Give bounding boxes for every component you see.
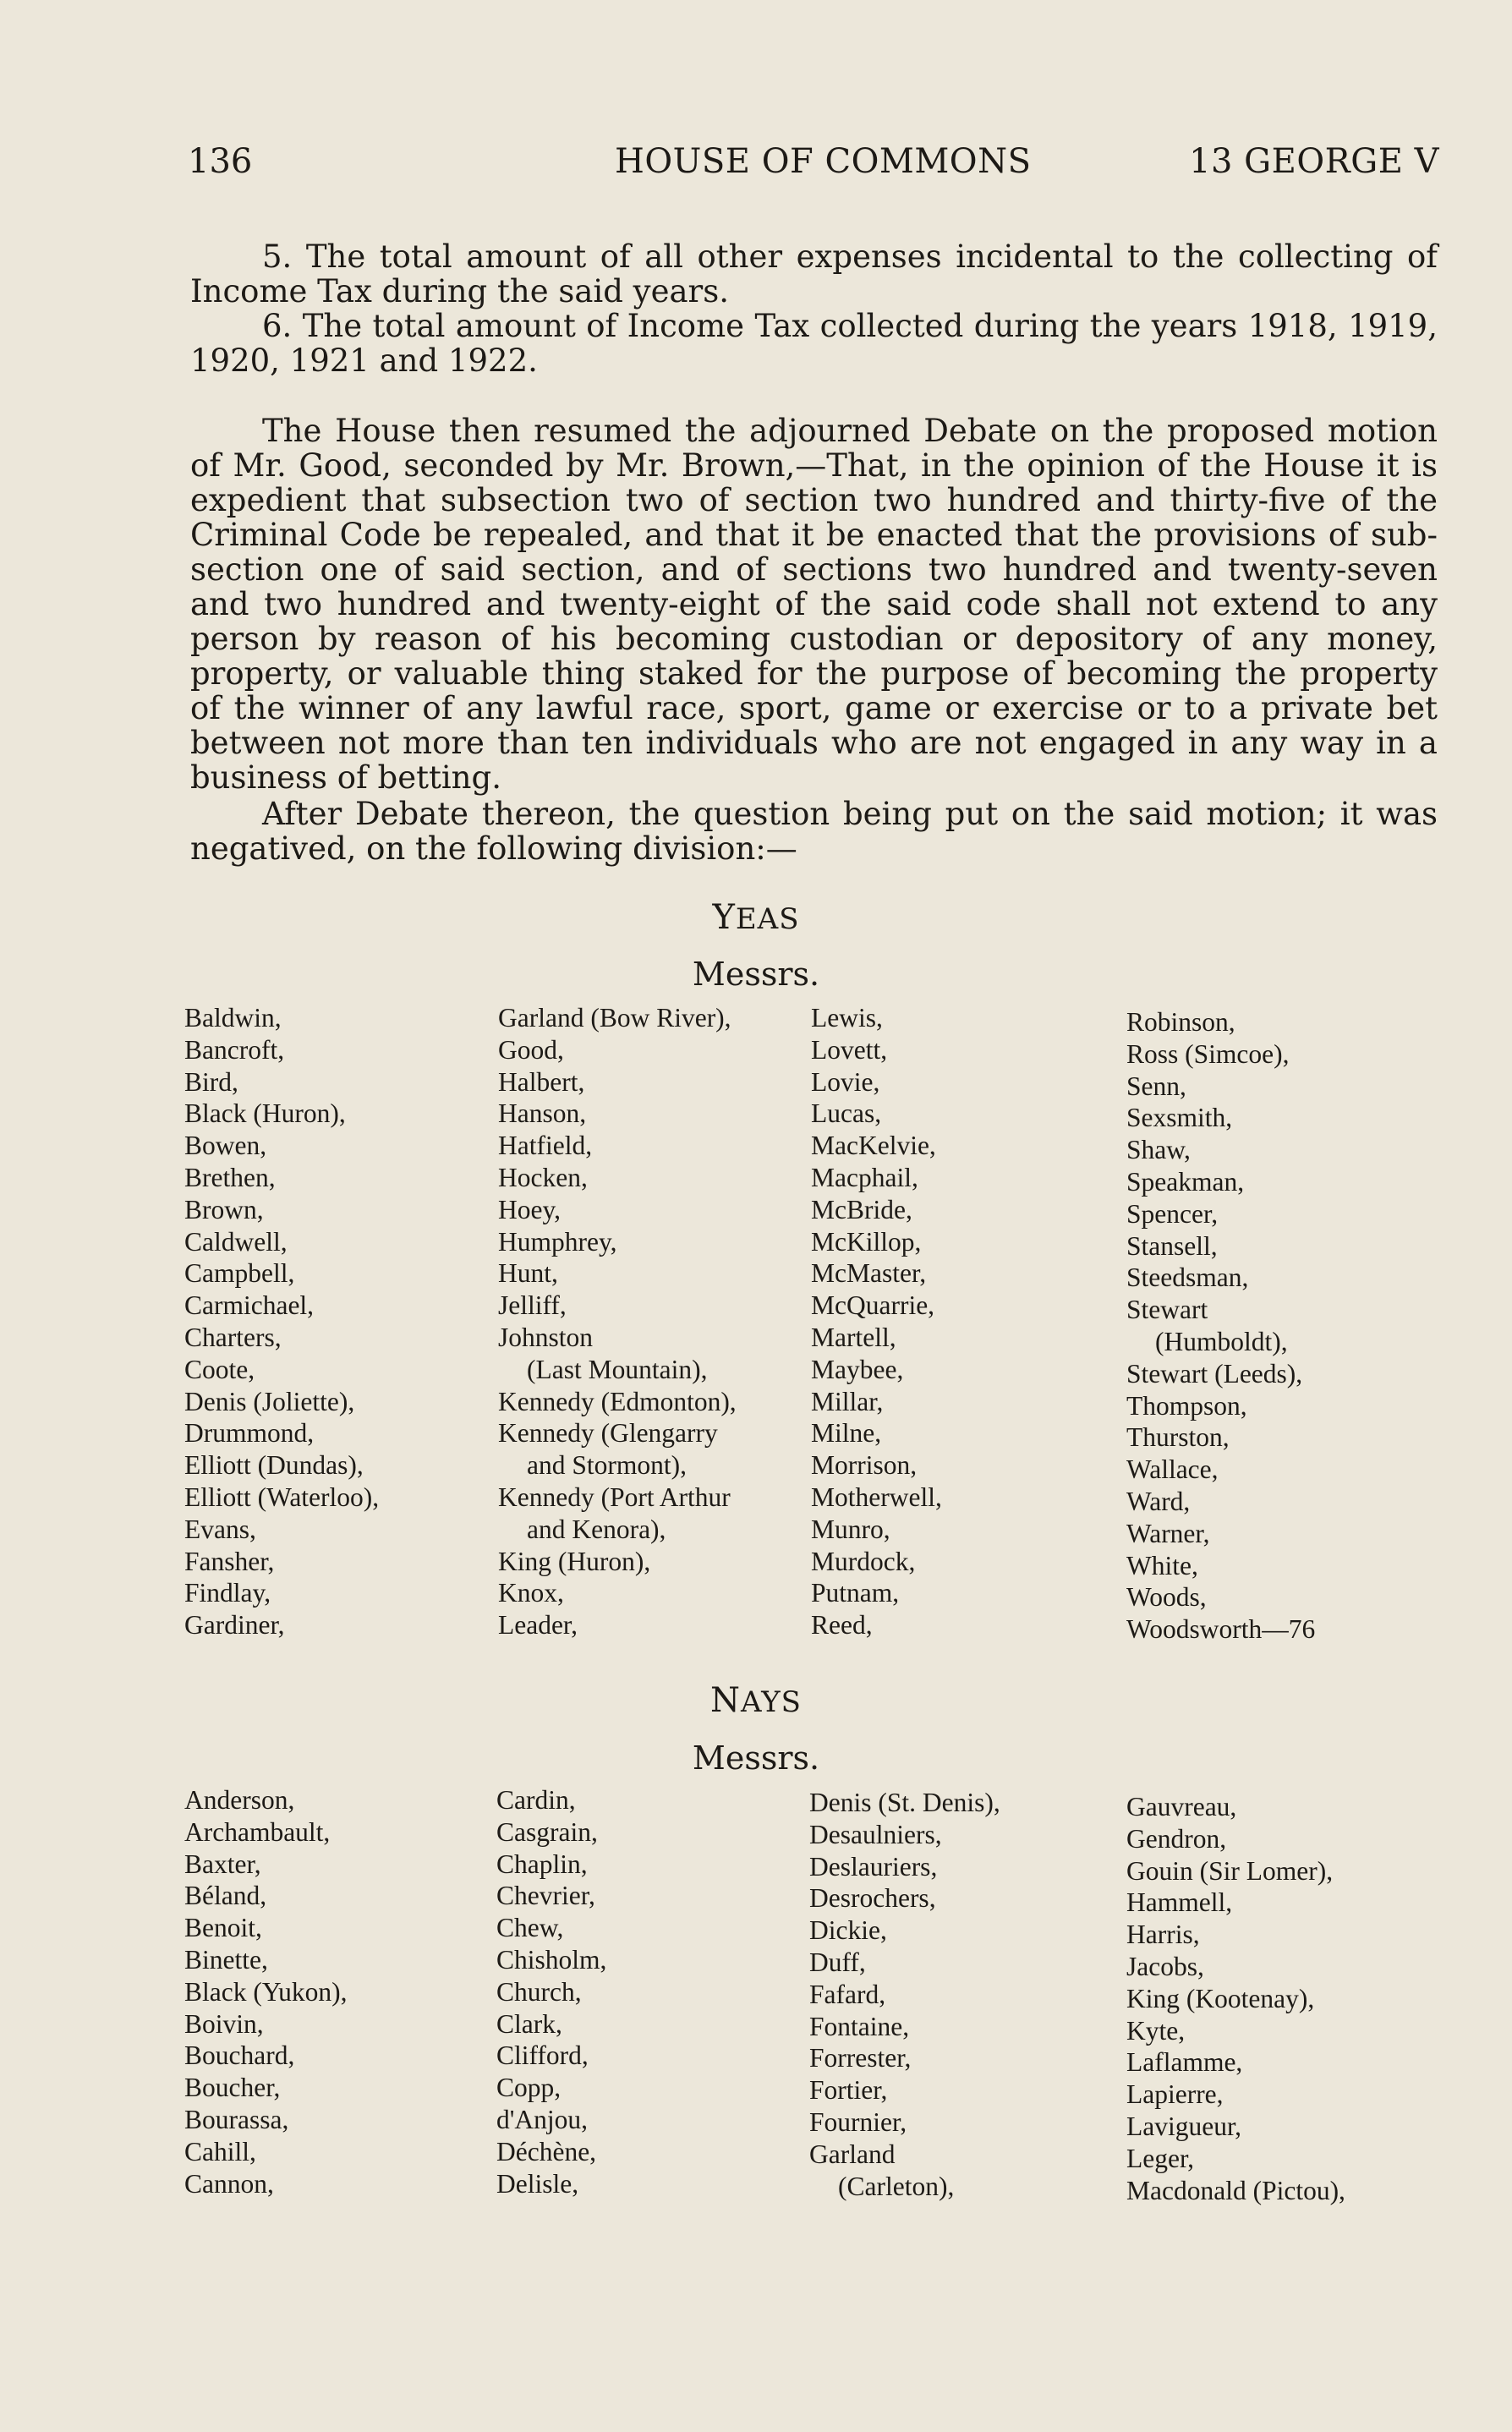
member-name: Clark, — [496, 2008, 562, 2039]
member-name: Gouin (Sir Lomer), — [1126, 1855, 1334, 1886]
member-name: Cannon, — [184, 2168, 274, 2199]
member-name: Elliott (Waterloo), — [184, 1482, 380, 1512]
nays-column-1 — [184, 1784, 497, 2199]
member-name: Brown, — [184, 1194, 264, 1224]
member-name: Thompson, — [1126, 1390, 1247, 1421]
list-items — [190, 239, 1438, 378]
member-name: Chew, — [496, 1913, 564, 1943]
member-name: Robinson, — [1126, 1007, 1235, 1037]
member-name: Benoit, — [184, 1913, 262, 1943]
member-name: Gardiner, — [184, 1610, 285, 1641]
member-name: Black (Huron), — [184, 1098, 346, 1129]
member-name: Knox, — [498, 1578, 564, 1608]
yeas-column-2 — [498, 1002, 811, 1641]
member-name: Johnston — [498, 1322, 594, 1352]
member-name: Hocken, — [498, 1162, 588, 1192]
running-header — [188, 142, 1439, 193]
member-name: Delisle, — [496, 2168, 579, 2199]
member-name: Hammell, — [1126, 1887, 1233, 1918]
member-name: Spencer, — [1126, 1198, 1219, 1229]
member-name: Desaulniers, — [809, 1819, 942, 1849]
member-name: Ward, — [1126, 1486, 1191, 1516]
member-name: Hatfield, — [498, 1131, 593, 1161]
member-name: Boucher, — [184, 2073, 281, 2103]
member-name: Lavigueur, — [1126, 2111, 1242, 2141]
member-name: Casgrain, — [496, 1816, 598, 1847]
member-name: Warner, — [1126, 1518, 1210, 1548]
member-name: Hoey, — [498, 1194, 562, 1224]
member-name: Kennedy (Edmonton), — [498, 1386, 737, 1416]
member-name: Caldwell, — [184, 1226, 288, 1257]
member-name: Woodsworth—76 — [1126, 1614, 1316, 1645]
member-name: Gendron, — [1126, 1823, 1227, 1854]
header-title: HOUSE OF COMMONS — [615, 142, 1032, 181]
division-block — [190, 797, 1438, 866]
member-name: Bancroft, — [184, 1034, 285, 1065]
member-name: Coote, — [184, 1354, 255, 1384]
member-name: Kennedy (Port Arthur — [498, 1482, 731, 1512]
member-name: Maybee, — [811, 1354, 904, 1384]
member-name: Bouchard, — [184, 2040, 295, 2071]
member-name: and Kenora), — [527, 1514, 666, 1544]
member-name: Chaplin, — [496, 1849, 588, 1879]
member-name: Sexsmith, — [1126, 1103, 1233, 1133]
header-reign: 13 GEORGE V — [1189, 142, 1439, 181]
nays-column-3 — [809, 1787, 1122, 2202]
member-name: Chisholm, — [496, 1944, 607, 1975]
debate-paragraph: The House then resumed the adjourned Debate on the proposed motion of Mr. Good, seconded by Mr. Brown,—That, in the opinion of the House it is expedient that subsection two of section two hundred and thirty-five of the Criminal Code be repealed, and that it be enacted that the provisions of sub-section one of said section, and of sections two hundred and twenty-seven and two hundred and twenty-eight of the said code shall not extend to any person by reason of his becoming custodian or depository of any money, property, or valuable thing staked for the purpose of becoming the property of the winner of any lawful race, sport, game or exercise or to a private bet between not more than ten individuals who are not engaged in any way in a business of betting. — [190, 413, 1438, 796]
member-name: Millar, — [811, 1386, 884, 1416]
member-name: Good, — [498, 1034, 564, 1065]
member-name: Stewart — [1126, 1295, 1208, 1325]
member-name: Evans, — [184, 1514, 256, 1544]
member-name: Harris, — [1126, 1920, 1200, 1950]
member-name: Humphrey, — [498, 1226, 617, 1257]
yeas-heading: YEAS — [712, 898, 800, 937]
member-name: Stansell, — [1126, 1230, 1218, 1261]
member-name: Clifford, — [496, 2040, 589, 2071]
division-paragraph: After Debate thereon, the question being put on the said motion; it was negatived, on the following division:— — [190, 796, 1438, 867]
member-name: Fortier, — [809, 2075, 888, 2106]
member-name: Steedsman, — [1126, 1263, 1249, 1293]
yeas-column-3 — [811, 1002, 1124, 1641]
page-number: 136 — [188, 142, 253, 181]
member-name: Jacobs, — [1126, 1951, 1204, 1981]
member-name: Boivin, — [184, 2008, 264, 2039]
member-name: Forrester, — [809, 2043, 912, 2073]
member-name: Chevrier, — [496, 1881, 595, 1911]
member-name: Binette, — [184, 1944, 268, 1975]
yeas-messrs-label: Messrs. — [692, 956, 820, 993]
member-name: (Humboldt), — [1155, 1326, 1288, 1356]
member-name: Cahill, — [184, 2136, 256, 2166]
member-name: Martell, — [811, 1322, 896, 1352]
member-name: Lapierre, — [1126, 2079, 1224, 2110]
member-name: Speakman, — [1126, 1166, 1245, 1197]
member-name: (Carleton), — [838, 2171, 955, 2201]
member-name: Reed, — [811, 1610, 873, 1641]
member-name: McQuarrie, — [811, 1290, 935, 1321]
member-name: Woods, — [1126, 1582, 1207, 1613]
member-name: Baldwin, — [184, 1003, 282, 1033]
nays-column-2 — [496, 1784, 809, 2199]
member-name: Leger, — [1126, 2143, 1195, 2173]
item-6-paragraph: 6. The total amount of Income Tax collected during the years 1918, 1919, 1920, 1921 and 1922. — [190, 308, 1438, 379]
member-name: Halbert, — [498, 1066, 585, 1097]
member-name: Fafard, — [809, 1979, 886, 2009]
member-name: Church, — [496, 1976, 582, 2007]
member-name: Kyte, — [1126, 2015, 1186, 2046]
member-name: Wallace, — [1126, 1454, 1219, 1485]
member-name: Hanson, — [498, 1098, 587, 1129]
member-name: Motherwell, — [811, 1482, 942, 1512]
member-name: Black (Yukon), — [184, 1976, 348, 2007]
member-name: McBride, — [811, 1194, 912, 1224]
member-name: White, — [1126, 1550, 1198, 1580]
debate-block — [190, 414, 1438, 795]
member-name: Fontaine, — [809, 2011, 910, 2041]
member-name: Garland (Bow River), — [498, 1003, 731, 1033]
yeas-column-4 — [1126, 1006, 1439, 1646]
member-name: Déchène, — [496, 2136, 597, 2166]
member-name: Bourassa, — [184, 2104, 289, 2134]
member-name: Milne, — [811, 1418, 882, 1449]
member-name: Hunt, — [498, 1258, 558, 1289]
member-name: Charters, — [184, 1322, 282, 1352]
nays-heading: NAYS — [710, 1681, 802, 1720]
member-name: Elliott (Dundas), — [184, 1450, 364, 1481]
member-name: Macphail, — [811, 1162, 918, 1192]
member-name: Dickie, — [809, 1915, 887, 1946]
member-name: Bowen, — [184, 1131, 267, 1161]
member-name: Findlay, — [184, 1578, 271, 1608]
member-name: Senn, — [1126, 1071, 1186, 1101]
member-name: Deslauriers, — [809, 1851, 938, 1882]
member-name: Laflamme, — [1126, 2047, 1243, 2078]
member-name: Murdock, — [811, 1546, 916, 1576]
member-name: Garland — [809, 2139, 896, 2169]
member-name: Lovie, — [811, 1066, 880, 1097]
member-name: Béland, — [184, 1881, 267, 1911]
member-name: Lewis, — [811, 1003, 883, 1033]
member-name: Desrochers, — [809, 1883, 936, 1914]
nays-column-4 — [1126, 1791, 1439, 2206]
member-name: (Last Mountain), — [527, 1354, 708, 1384]
member-name: Macdonald (Pictou), — [1126, 2175, 1345, 2205]
member-name: MacKelvie, — [811, 1131, 936, 1161]
member-name: Thurston, — [1126, 1422, 1230, 1453]
member-name: Morrison, — [811, 1450, 918, 1481]
member-name: Kennedy (Glengarry — [498, 1418, 718, 1449]
member-name: Lovett, — [811, 1034, 888, 1065]
member-name: Cardin, — [496, 1785, 576, 1815]
member-name: Fansher, — [184, 1546, 275, 1576]
member-name: King (Kootenay), — [1126, 1983, 1315, 2013]
member-name: Leader, — [498, 1610, 578, 1641]
nays-messrs-label: Messrs. — [692, 1739, 820, 1777]
member-name: Campbell, — [184, 1258, 295, 1289]
member-name: Shaw, — [1126, 1135, 1191, 1165]
member-name: Denis (St. Denis), — [809, 1788, 1000, 1817]
member-name: Stewart (Leeds), — [1126, 1358, 1303, 1389]
member-name: Carmichael, — [184, 1290, 315, 1321]
member-name: Brethen, — [184, 1162, 276, 1192]
member-name: Lucas, — [811, 1098, 882, 1129]
member-name: Munro, — [811, 1514, 890, 1544]
member-name: McMaster, — [811, 1258, 927, 1289]
member-name: Drummond, — [184, 1418, 315, 1449]
member-name: Duff, — [809, 1947, 866, 1977]
member-name: Ross (Simcoe), — [1126, 1038, 1290, 1069]
member-name: Putnam, — [811, 1578, 900, 1608]
member-name: Archambault, — [184, 1816, 331, 1847]
member-name: King (Huron), — [498, 1546, 651, 1576]
member-name: McKillop, — [811, 1226, 922, 1257]
member-name: Jelliff, — [498, 1290, 567, 1321]
member-name: and Stormont), — [527, 1450, 687, 1481]
member-name: Bird, — [184, 1066, 238, 1097]
member-name: Fournier, — [809, 2106, 907, 2137]
member-name: Denis (Joliette), — [184, 1386, 355, 1416]
member-name: Gauvreau, — [1126, 1792, 1237, 1821]
item-5-paragraph: 5. The total amount of all other expenses incidental to the collecting of Income Tax during the said years. — [190, 238, 1438, 309]
member-name: Anderson, — [184, 1785, 295, 1815]
member-name: d'Anjou, — [496, 2104, 589, 2134]
yeas-column-1 — [184, 1002, 497, 1641]
member-name: Copp, — [496, 2073, 562, 2103]
member-name: Baxter, — [184, 1849, 261, 1879]
